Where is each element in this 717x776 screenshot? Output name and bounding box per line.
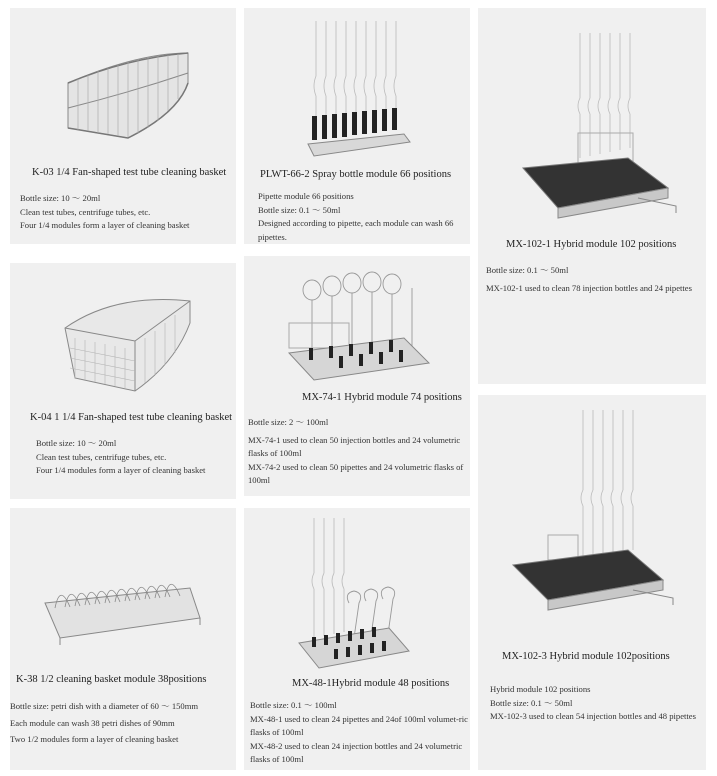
product-description: Bottle size: 10 ～ 20ml Clean test tubes, centrifuge tubes, etc. Four 1/4 modules form a layer of cleaning basket [20,193,190,231]
product-card-k03 [10,8,236,244]
product-description: Hybrid module 102 positions Bottle size: 0.1 ～ 50ml MX-102-3 used to clean 54 injection bottles and 48 pipettes [490,684,696,722]
product-title: K-04 1 1/4 Fan-shaped test tube cleaning basket [30,412,233,423]
product-title: MX-48-1Hybrid module 48 positions [292,678,450,689]
product-image-mx1021 [518,28,678,233]
product-card-mx1021 [478,8,706,384]
product-description: Bottle size: 10 ～ 20ml Clean test tubes, centrifuge tubes, etc. Four 1/4 modules form a layer of cleaning basket [36,438,206,476]
product-title: MX-74-1 Hybrid module 74 positions [302,392,462,403]
product-image-mx1023 [508,405,678,620]
product-card-plwt66 [244,8,470,244]
product-description: Pipette module 66 positions Bottle size: 0.1 ～ 50ml Designed according to pipette, each module can wash 66 pipettes. [258,191,454,242]
product-title: K-03 1/4 Fan-shaped test tube cleaning basket [32,167,227,178]
product-image-k04 [55,283,200,398]
product-image-mx481 [294,513,414,673]
product-image-k38 [40,563,205,648]
product-card-k38 [10,508,236,770]
product-card-mx1023 [478,395,706,770]
product-image-k03 [58,33,198,143]
product-card-k04 [10,263,236,499]
product-image-mx741 [284,268,434,388]
product-title: MX-102-1 Hybrid module 102 positions [506,239,677,250]
product-description: Bottle size: petri dish with a diameter of 60 ～ 150mm Each module can wash 38 petri dishes of 90mm Two 1/2 modules form a layer of cleaning basket [10,701,199,745]
product-title: MX-102-3 Hybrid module 102positions [502,651,670,662]
product-card-mx741 [244,256,470,496]
product-description: Bottle size: 0.1 ～ 50ml MX-102-1 used to clean 78 injection bottles and 24 pipettes [486,265,692,293]
product-title: PLWT-66-2 Spray bottle module 66 positions [260,169,452,180]
product-title: K-38 1/2 cleaning basket module 38positions [16,674,207,685]
product-description: Bottle size: 2 ～ 100ml MX-74-1 used to clean 50 injection bottles and 24 volumetric flasks of 100ml MX-74-2 used to clean 50 pipettes and 24 volumetric flasks of 100ml [248,417,464,486]
product-card-mx481 [244,508,470,770]
product-image-plwt66 [304,16,414,166]
product-description: Bottle size: 0.1 ～ 100ml MX-48-1 used to clean 24 pipettes and 24of 100ml volumet-ric flasks of 100ml MX-48-2 used to clean 24 injection bottles and 24 volumetric flasks of 100ml [250,700,468,765]
